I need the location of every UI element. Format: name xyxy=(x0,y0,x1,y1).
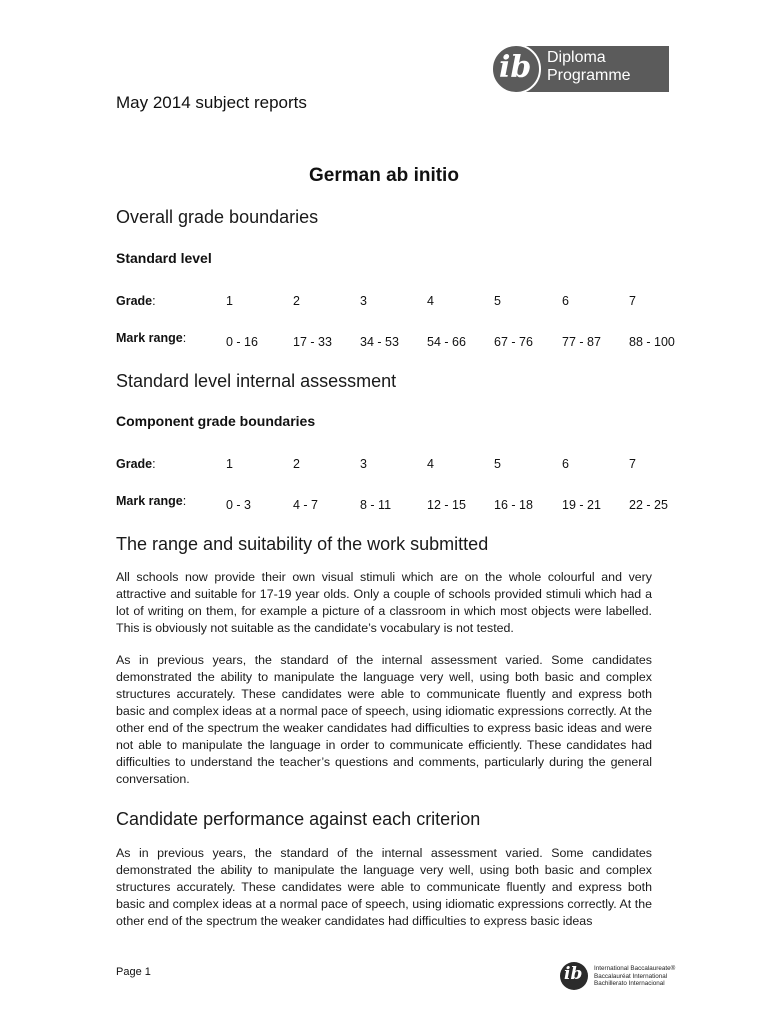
grade-cell: 6 xyxy=(562,294,569,308)
mark-range-cell: 22 - 25 xyxy=(629,498,668,512)
logo-line-1: Diploma xyxy=(547,49,606,66)
mark-range-cell: 77 - 87 xyxy=(562,335,601,349)
grade-row-label: Grade: xyxy=(116,294,156,308)
mark-range-cell: 0 - 16 xyxy=(226,335,258,349)
diploma-programme-logo xyxy=(491,44,669,94)
mark-range-cell: 88 - 100 xyxy=(629,335,675,349)
ib-logo-mark: ib xyxy=(564,964,583,984)
ib-footer-logo xyxy=(560,962,680,992)
grade-cell: 7 xyxy=(629,457,636,471)
grade-row-label: Grade: xyxy=(116,457,156,471)
grade-cell: 6 xyxy=(562,457,569,471)
mark-range-cell: 8 - 11 xyxy=(360,498,392,512)
paragraph-standard: As in previous years, the standard of the internal assessment varied. Some candidates demonstrated the ability to manipulate the language very well, using both basic and complex structures accurately. These candidates were able to communicate fluently and express both basic and complex ideas at a normal pace of speech, using idiomatic expressions correctly. At the other end of the spectrum the weaker candidates had difficulties to express basic ideas and were not able to manipulate the language in order to communicate efficiently. These candidates had difficulties to understand the teacher’s questions and comments, particularly during the general conversation. xyxy=(116,653,652,786)
paragraph-performance: As in previous years, the standard of the internal assessment varied. Some candidates demonstrated the ability to manipulate the language very well, using both basic and complex structures accurately. These candidates were able to communicate fluently and express both basic and complex ideas at a normal pace of speech, using idiomatic expressions correctly. At the other end of the spectrum the weaker candidates had difficulties to express basic ideas xyxy=(116,846,652,928)
grade-cell: 2 xyxy=(293,457,300,471)
mark-range-cell: 16 - 18 xyxy=(494,498,533,512)
mark-range-cell: 19 - 21 xyxy=(562,498,601,512)
org-line-3: Bachillerato Internacional xyxy=(594,980,665,988)
org-line-2: Baccalauréat International xyxy=(594,972,668,980)
logo-text xyxy=(547,49,631,85)
organization-names xyxy=(594,965,675,988)
heading-standard-level: Standard level xyxy=(116,250,212,266)
heading-range-suitability: The range and suitability of the work submitted xyxy=(116,534,489,554)
page-title: German ab initio xyxy=(309,165,459,186)
logo-line-2: Programme xyxy=(547,67,631,84)
mark-range-cell: 12 - 15 xyxy=(427,498,466,512)
heading-component-grade-boundaries: Component grade boundaries xyxy=(116,413,316,429)
ib-logo-icon xyxy=(560,962,588,990)
grade-cell: 5 xyxy=(494,457,501,471)
mark-range-row-label: Mark range: xyxy=(116,331,187,345)
mark-range-cell: 67 - 76 xyxy=(494,335,533,349)
grade-cell: 5 xyxy=(494,294,501,308)
grade-cell: 7 xyxy=(629,294,636,308)
org-line-1: International Baccalaureate® xyxy=(594,965,676,972)
mark-range-cell: 34 - 53 xyxy=(360,335,399,349)
mark-range-cell: 4 - 7 xyxy=(293,498,319,512)
paragraph-range: All schools now provide their own visual stimuli which are on the whole colourful and very attractive and suitable for 17-19 year olds. Only a couple of schools provided stimuli which had a lot of writing on them, for example a picture of a classroom in which most objects were labelled. This is obviously not suitable as the candidate’s vocabulary is not tested. xyxy=(116,570,652,635)
grade-cell: 4 xyxy=(427,457,434,471)
report-title: May 2014 subject reports xyxy=(116,93,307,112)
grade-cell: 3 xyxy=(360,294,367,308)
grade-cell: 1 xyxy=(226,457,233,471)
heading-internal-assessment: Standard level internal assessment xyxy=(116,371,397,391)
heading-overall-grade-boundaries: Overall grade boundaries xyxy=(116,207,319,227)
grade-cell: 4 xyxy=(427,294,434,308)
grade-cell: 1 xyxy=(226,294,233,308)
heading-candidate-performance: Candidate performance against each criterion xyxy=(116,809,481,829)
page-number: Page 1 xyxy=(116,966,151,978)
ib-logo-mark: ib xyxy=(499,50,532,85)
mark-range-row-label: Mark range: xyxy=(116,494,187,508)
mark-range-cell: 54 - 66 xyxy=(427,335,466,349)
ib-logo-icon xyxy=(491,44,541,94)
mark-range-cell: 0 - 3 xyxy=(226,498,252,512)
grade-cell: 3 xyxy=(360,457,367,471)
mark-range-cell: 17 - 33 xyxy=(293,335,332,349)
grade-cell: 2 xyxy=(293,294,300,308)
